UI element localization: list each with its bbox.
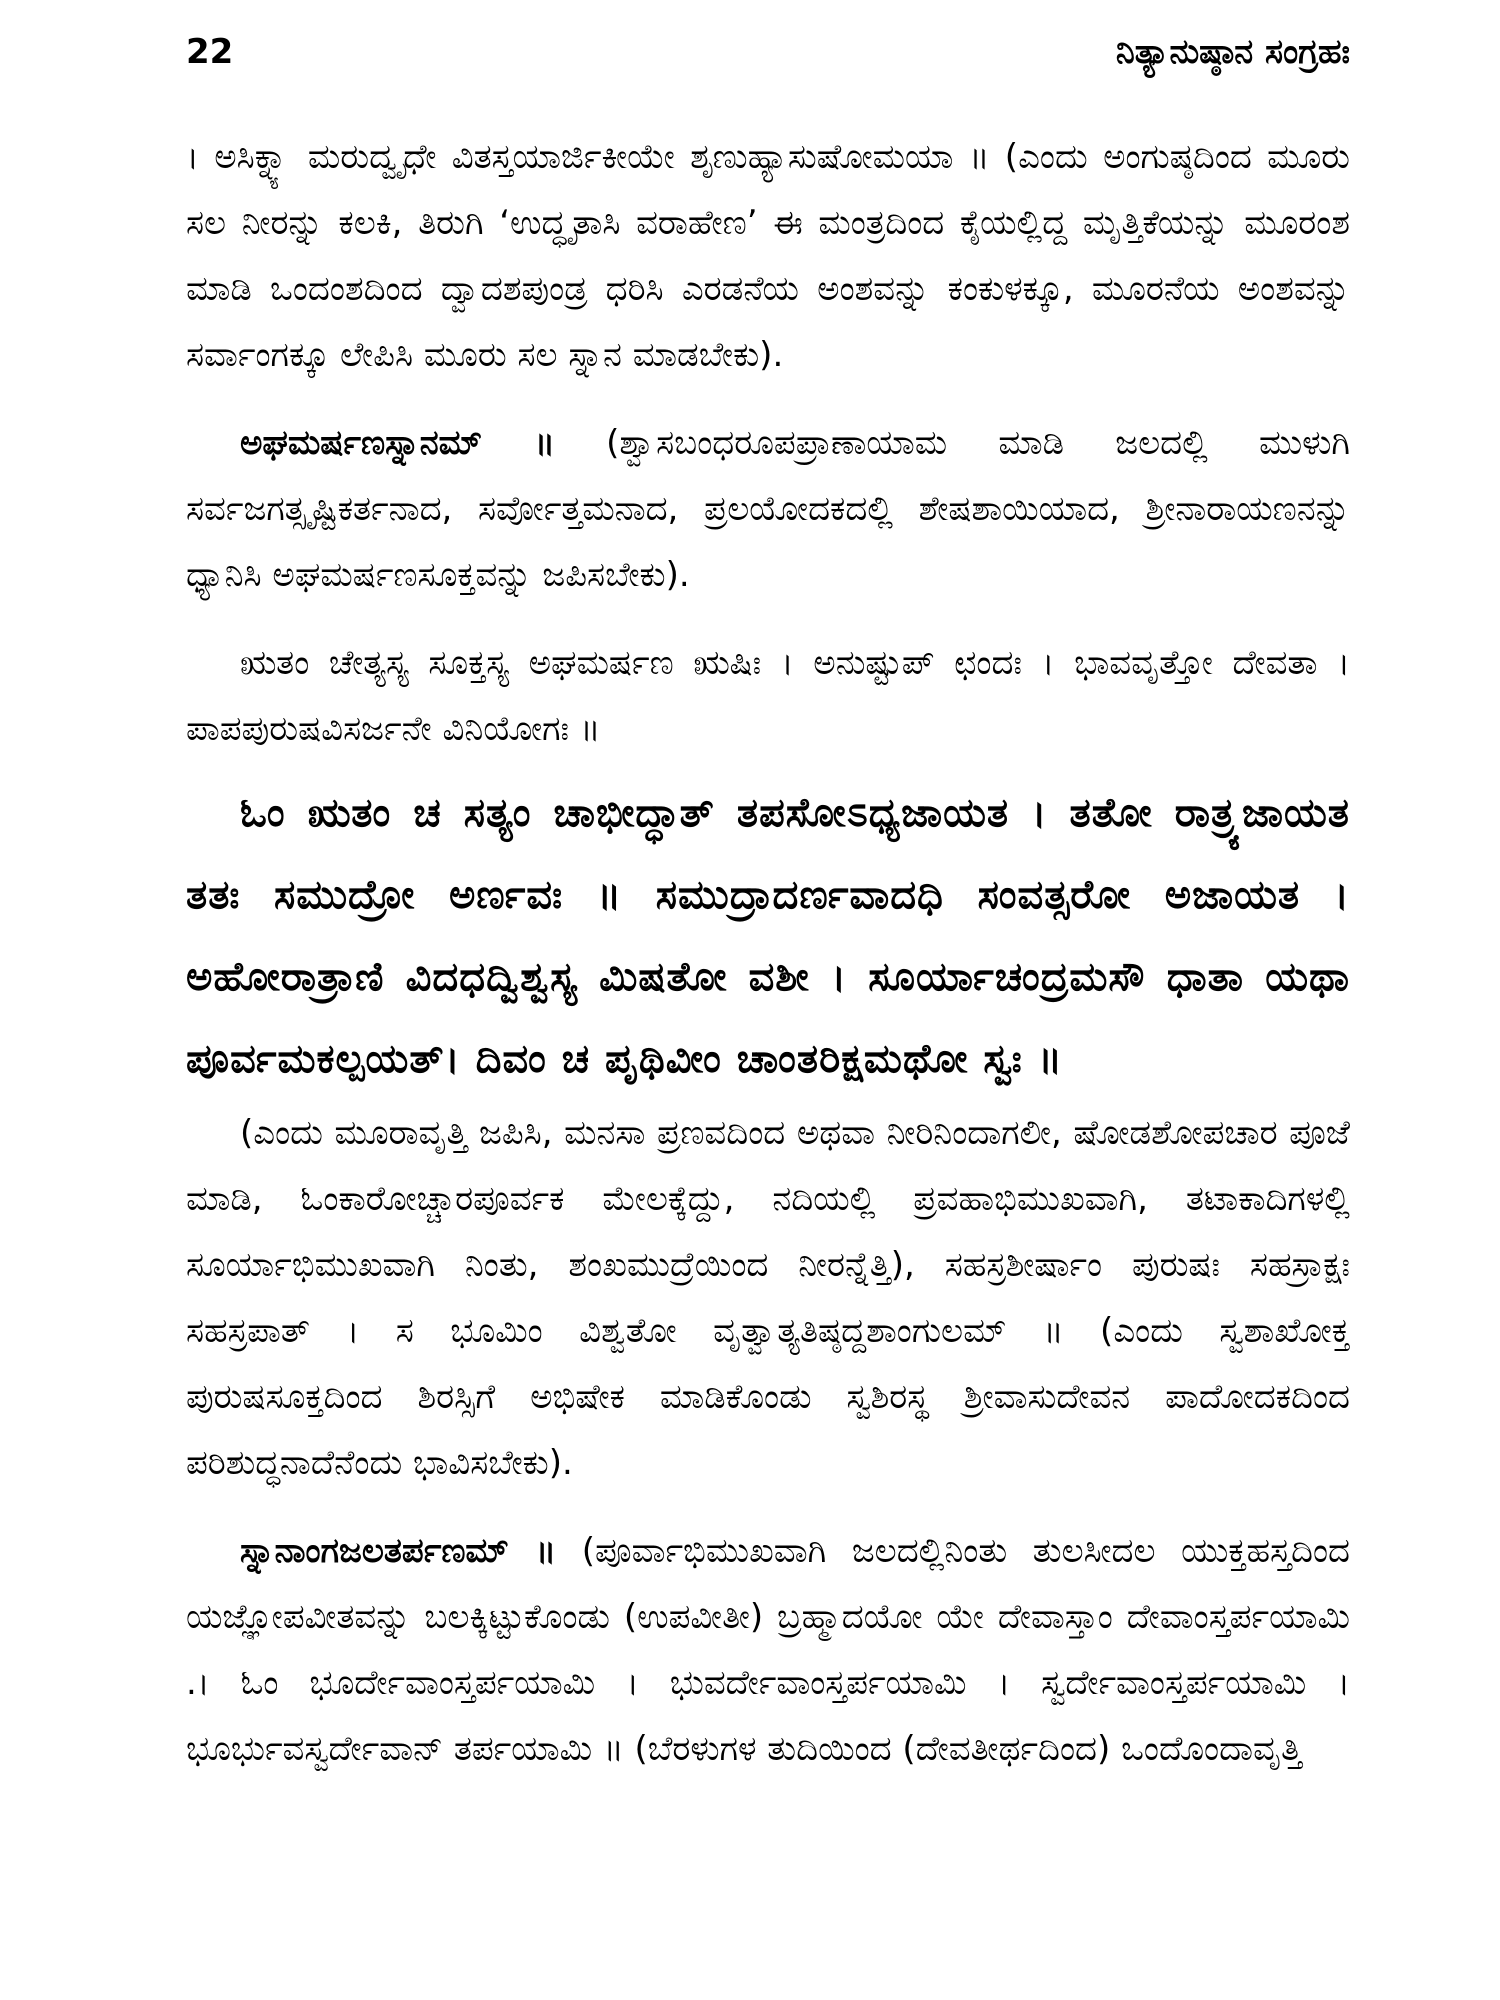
section-heading-aghamarshana: ಅಘಮರ್ಷಣಸ್ನಾನಮ್ ॥	[240, 423, 555, 463]
paragraph-instructions: (ಎಂದು ಮೂರಾವೃತ್ತಿ ಜಪಿಸಿ, ಮನಸಾ ಪ್ರಣವದಿಂದ ಅಥವಾ ನೀರಿನಿಂದಾಗಲೀ, ಷೋಡಶೋಪಚಾರ ಪೂಜೆ ಮಾಡಿ, ಓಂಕಾರೋಚ್ಚಾರಪೂರ್ವಕ ಮೇಲಕ್ಕೆದ್ದು, ನದಿಯಲ್ಲಿ ಪ್ರವಹಾಭಿಮುಖವಾಗಿ, ತಟಾಕಾದಿಗಳಲ್ಲಿ ಸೂರ್ಯಾಭಿಮುಖವಾಗಿ ನಿಂತು, ಶಂಖಮುದ್ರೆಯಿಂದ ನೀರನ್ನೆತ್ತಿ), ಸಹಸ್ರಶೀರ್ಷಾಂ ಪುರುಷಃ ಸಹಸ್ರಾಕ್ಷಃ ಸಹಸ್ರಪಾತ್ । ಸ ಭೂಮಿಂ ವಿಶ್ವತೋ ವೃತ್ವಾತ್ಯತಿಷ್ಠದ್ದಶಾಂಗುಲಮ್ ॥ (ಎಂದು ಸ್ವಶಾಖೋಕ್ತ ಪುರುಷಸೂಕ್ತದಿಂದ ಶಿರಸ್ಸಿಗೆ ಅಭಿಷೇಕ ಮಾಡಿಕೊಂಡು ಸ್ವಶಿರಸ್ಥ ಶ್ರೀವಾಸುದೇವನ ಪಾದೋದಕದಿಂದ ಪರಿಶುದ್ಧನಾದೆನೆಂದು ಭಾವಿಸಬೇಕು).	[186, 1113, 1350, 1483]
page-header	[186, 24, 1350, 80]
paragraph-aghamarshana-body: (ಶ್ವಾಸಬಂಧರೂಪಪ್ರಾಣಾಯಾಮ ಮಾಡಿ ಜಲದಲ್ಲಿ ಮುಳುಗಿ ಸರ್ವಜಗತ್ಸೃಷ್ಟಿಕರ್ತನಾದ, ಸರ್ವೋತ್ತಮನಾದ, ಪ್ರಲಯೋದಕದಲ್ಲಿ ಶೇಷಶಾಯಿಯಾದ, ಶ್ರೀನಾರಾಯಣನನ್ನು ಧ್ಯಾನಿಸಿ ಅಘಮರ್ಷಣಸೂಕ್ತವನ್ನು ಜಪಿಸಬೇಕು).	[186, 423, 1350, 595]
page-number: 22	[186, 32, 234, 72]
running-title: ನಿತ್ಯಾನುಷ್ಠಾನ ಸಂಗ್ರಹಃ	[1115, 32, 1350, 72]
paragraph-1: । ಅಸಿಕ್ನ್ಯಾ ಮರುದ್ವೃಧೇ ವಿತಸ್ತಯಾರ್ಜಿಕೀಯೇ ಶೃಣುಹ್ಯಾಸುಷೋಮಯಾ ॥ (ಎಂದು ಅಂಗುಷ್ಠದಿಂದ ಮೂರು ಸಲ ನೀರನ್ನು ಕಲಕಿ, ತಿರುಗಿ ‘ಉದ್ಧೃತಾಸಿ ವರಾಹೇಣ’ ಈ ಮಂತ್ರದಿಂದ ಕೈಯಲ್ಲಿದ್ದ ಮೃತ್ತಿಕೆಯನ್ನು ಮೂರಂಶ ಮಾಡಿ ಒಂದಂಶದಿಂದ ದ್ವಾದಶಪುಂಡ್ರ ಧರಿಸಿ ಎರಡನೆಯ ಅಂಶವನ್ನು ಕಂಕುಳಕ್ಕೂ, ಮೂರನೆಯ ಅಂಶವನ್ನು ಸರ್ವಾಂಗಕ್ಕೂ ಲೇಪಿಸಿ ಮೂರು ಸಲ ಸ್ನಾನ ಮಾಡಬೇಕು).	[186, 137, 1350, 375]
page-body	[186, 124, 1350, 1782]
section-heading-tarpana: ಸ್ನಾನಾಂಗಜಲತರ್ಪಣಮ್ ॥	[240, 1531, 557, 1571]
paragraph-viniyoga: ಋತಂ ಚೇತ್ಯಸ್ಯ ಸೂಕ್ತಸ್ಯ ಅಘಮರ್ಷಣ ಋಷಿಃ । ಅನುಷ್ಟುಪ್ ಛಂದಃ । ಭಾವವೃತ್ತೋ ದೇವತಾ । ಪಾಪಪುರುಷವಿಸರ್ಜನೇ ವಿನಿಯೋಗಃ ॥	[186, 643, 1350, 749]
paragraph-tarpana	[186, 1518, 1350, 1782]
paragraph-tarpana-body: (ಪೂರ್ವಾಭಿಮುಖವಾಗಿ ಜಲದಲ್ಲಿನಿಂತು ತುಲಸೀದಲ ಯುಕ್ತಹಸ್ತದಿಂದ ಯಜ್ಞೋಪವೀತವನ್ನು ಬಲಕ್ಕಿಟ್ಟುಕೊಂಡು (ಉಪವೀತೀ) ಬ್ರಹ್ಮಾದಯೋ ಯೇ ದೇವಾಸ್ತಾಂ ದೇವಾಂಸ್ತರ್ಪಯಾಮಿ .। ಓಂ ಭೂರ್ದೇವಾಂಸ್ತರ್ಪಯಾಮಿ । ಭುವರ್ದೇವಾಂಸ್ತರ್ಪಯಾಮಿ । ಸ್ವರ್ದೇವಾಂಸ್ತರ್ಪಯಾಮಿ । ಭೂರ್ಭುವಸ್ವರ್ದೇವಾನ್ ತರ್ಪಯಾಮಿ ॥ (ಬೆರಳುಗಳ ತುದಿಯಿಂದ (ದೇವತೀರ್ಥದಿಂದ) ಒಂದೊಂದಾವೃತ್ತಿ	[186, 1531, 1350, 1769]
paragraph-aghamarshana	[186, 410, 1350, 608]
mantra-block: ಓಂ ಋತಂ ಚ ಸತ್ಯಂ ಚಾಭೀದ್ಧಾತ್ ತಪಸೋಽಧ್ಯಜಾಯತ । ತತೋ ರಾತ್ರ್ಯಜಾಯತ ತತಃ ಸಮುದ್ರೋ ಅರ್ಣವಃ ॥ ಸಮುದ್ರಾದರ್ಣವಾದಧಿ ಸಂವತ್ಸರೋ ಅಜಾಯತ । ಅಹೋರಾತ್ರಾಣಿ ವಿದಧದ್ವಿಶ್ವಸ್ಯ ಮಿಷತೋ ವಶೀ । ಸೂರ್ಯಾಚಂದ್ರಮಸೌ ಧಾತಾ ಯಥಾ ಪೂರ್ವಮಕಲ್ಪಯತ್। ದಿವಂ ಚ ಪೃಥಿವೀಂ ಚಾಂತರಿಕ್ಷಮಥೋ ಸ್ವಃ ॥	[186, 790, 1350, 1082]
